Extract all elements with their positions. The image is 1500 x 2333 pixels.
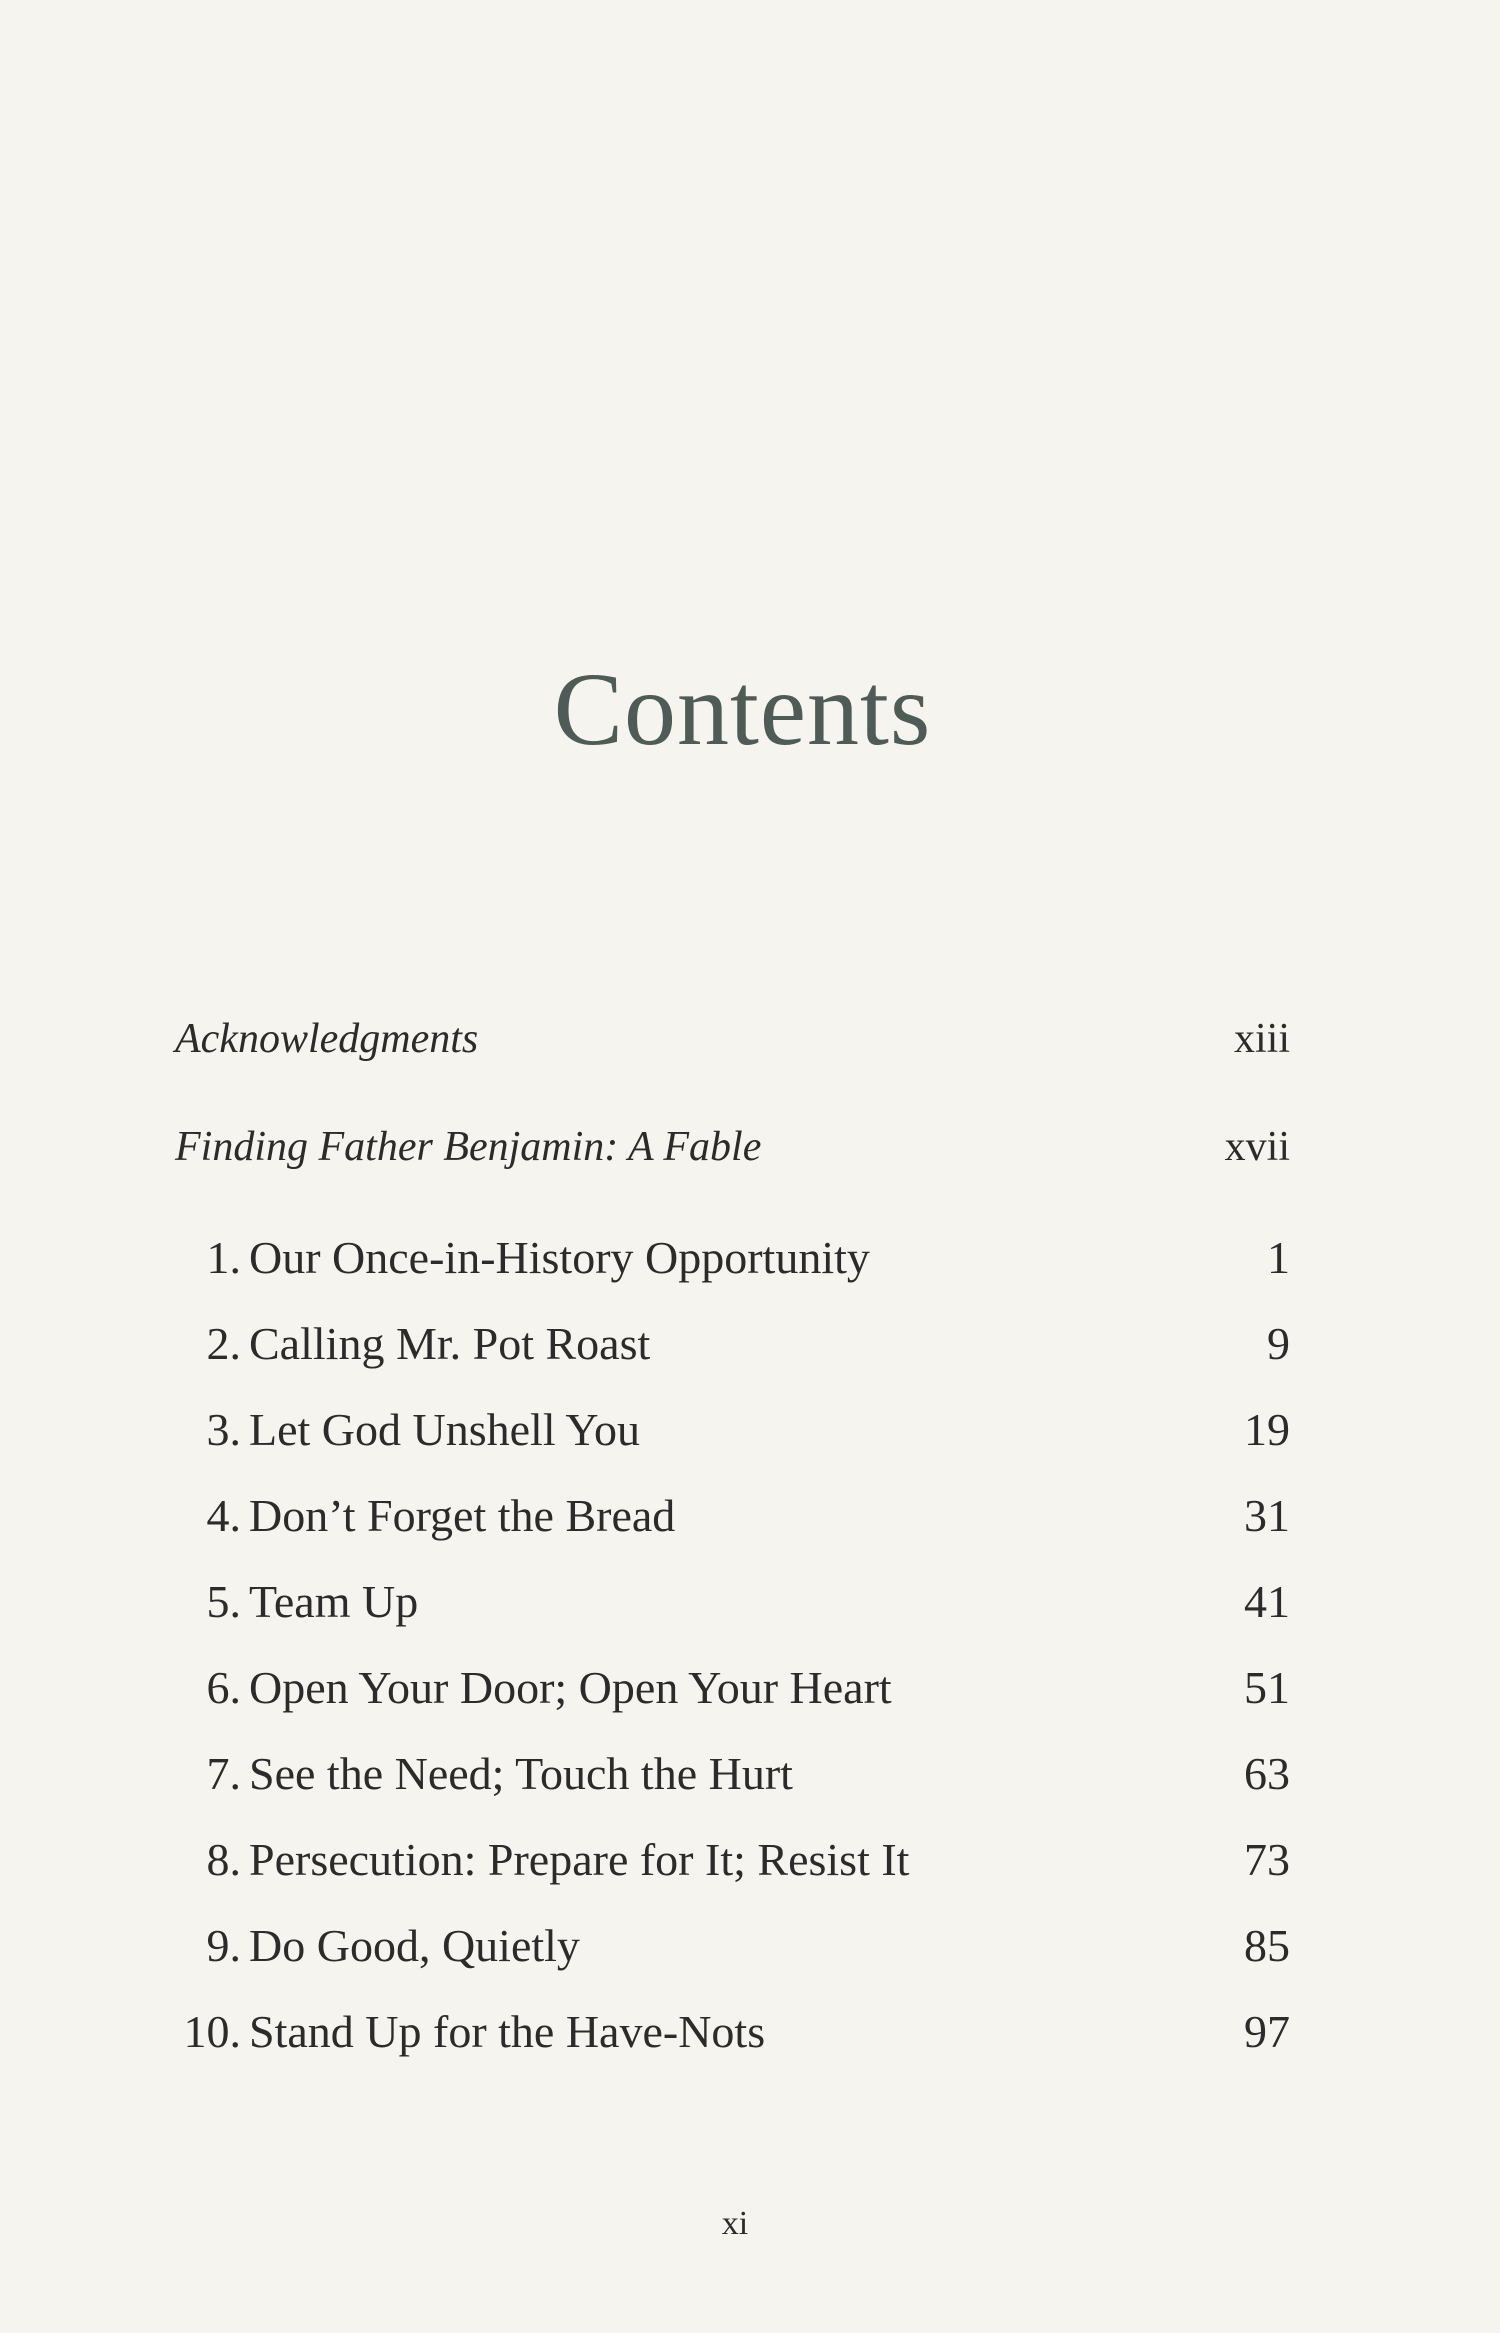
table-of-contents	[175, 1015, 1290, 2091]
chapter-number: 4.	[206, 1490, 241, 1541]
chapter-number: 8.	[206, 1834, 241, 1885]
toc-entry-page: 19	[1244, 1404, 1290, 1455]
toc-entry-page: 41	[1244, 1576, 1290, 1627]
toc-entry-chapter-1	[175, 1231, 1290, 1317]
chapter-title: Do Good, Quietly	[249, 1920, 580, 1971]
toc-entry-page: 9	[1267, 1318, 1290, 1369]
toc-entry-fable	[175, 1123, 1290, 1231]
toc-entry-chapter-9	[175, 1919, 1290, 2005]
toc-entry-chapter-7	[175, 1747, 1290, 1833]
toc-entry-page: 97	[1244, 2006, 1290, 2057]
toc-entry-page: xiii	[1233, 1016, 1290, 1062]
toc-entry-chapter-5	[175, 1575, 1290, 1661]
toc-entry-page: xvii	[1224, 1124, 1290, 1170]
chapter-number: 9.	[206, 1920, 241, 1971]
chapter-number: 7.	[206, 1748, 241, 1799]
chapter-title: Calling Mr. Pot Roast	[249, 1318, 651, 1369]
toc-entry-label: Acknowledgments	[175, 1016, 479, 1062]
chapter-number: 10.	[183, 2006, 241, 2057]
toc-entry-chapter-2	[175, 1317, 1290, 1403]
chapter-number: 1.	[206, 1232, 241, 1283]
chapter-number: 5.	[206, 1576, 241, 1627]
chapter-title: Open Your Door; Open Your Heart	[249, 1662, 892, 1713]
chapter-title: See the Need; Touch the Hurt	[249, 1748, 793, 1799]
toc-entry-page: 51	[1244, 1662, 1290, 1713]
chapter-title: Don’t Forget the Bread	[249, 1490, 676, 1541]
toc-entry-chapter-3	[175, 1403, 1290, 1489]
chapter-number: 6.	[206, 1662, 241, 1713]
chapter-number: 2.	[206, 1318, 241, 1369]
chapter-number: 3.	[206, 1404, 241, 1455]
chapter-title: Persecution: Prepare for It; Resist It	[249, 1834, 910, 1885]
toc-entry-acknowledgments	[175, 1015, 1290, 1123]
toc-entry-label: Finding Father Benjamin: A Fable	[175, 1124, 762, 1170]
toc-entry-chapter-4	[175, 1489, 1290, 1575]
chapter-title: Stand Up for the Have-Nots	[249, 2006, 766, 2057]
toc-entry-chapter-8	[175, 1833, 1290, 1919]
toc-entry-page: 63	[1244, 1748, 1290, 1799]
toc-entry-chapter-6	[175, 1661, 1290, 1747]
toc-entry-page: 1	[1267, 1232, 1290, 1283]
chapter-title: Our Once-in-History Opportunity	[249, 1232, 870, 1283]
toc-entry-page: 85	[1244, 1920, 1290, 1971]
page-title: Contents	[553, 652, 932, 767]
toc-entry-page: 31	[1244, 1490, 1290, 1541]
toc-entry-page: 73	[1244, 1834, 1290, 1885]
chapter-title: Team Up	[249, 1576, 419, 1627]
chapter-title: Let God Unshell You	[249, 1404, 641, 1455]
page-number: xi	[721, 2205, 749, 2242]
toc-entry-chapter-10	[175, 2005, 1290, 2091]
